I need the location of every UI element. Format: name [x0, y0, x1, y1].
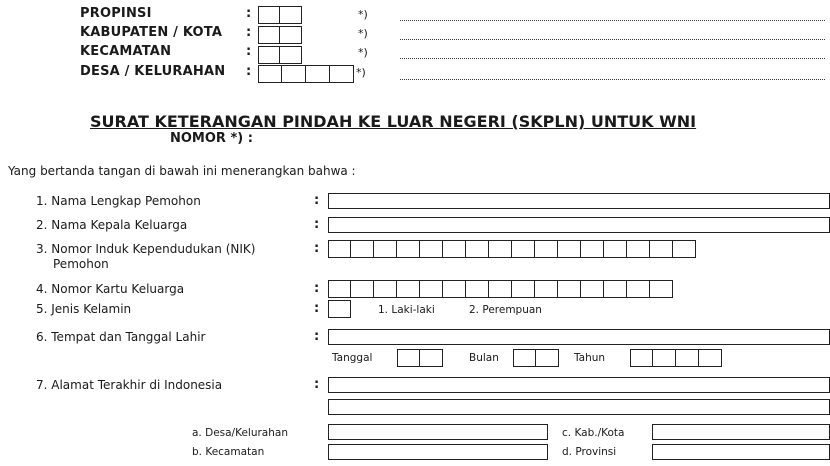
required-marker: *) — [358, 8, 368, 21]
label-kecamatan-alamat: b. Kecamatan — [192, 446, 265, 458]
digit-box[interactable] — [420, 349, 443, 367]
desa-kelurahan-input[interactable] — [328, 424, 548, 440]
digit-box[interactable] — [420, 240, 443, 258]
colon: : — [246, 25, 252, 40]
kecamatan-code-boxes[interactable] — [258, 46, 302, 64]
nama-lengkap-input[interactable] — [328, 193, 830, 209]
desa-name-line[interactable] — [400, 79, 825, 80]
kk-digit-boxes[interactable] — [328, 280, 673, 298]
digit-box[interactable] — [513, 349, 536, 367]
digit-box[interactable] — [558, 280, 581, 298]
label-provinsi-alamat: d. Provinsi — [562, 446, 617, 458]
digit-box[interactable] — [466, 280, 489, 298]
digit-box[interactable] — [676, 349, 699, 367]
digit-box[interactable] — [536, 349, 559, 367]
kabupaten-code-boxes[interactable] — [258, 26, 302, 44]
colon: : — [314, 301, 320, 316]
required-marker: *) — [358, 46, 368, 59]
label-propinsi: PROPINSI — [80, 6, 152, 21]
required-marker: *) — [358, 27, 368, 40]
document-number-label: NOMOR *) : — [170, 131, 253, 146]
digit-box[interactable] — [443, 280, 466, 298]
digit-box[interactable] — [699, 349, 722, 367]
nama-kepala-keluarga-input[interactable] — [328, 217, 830, 233]
digit-box[interactable] — [653, 349, 676, 367]
code-box[interactable] — [306, 65, 330, 83]
required-marker: *) — [356, 66, 366, 79]
label-tahun: Tahun — [574, 352, 606, 364]
digit-box[interactable] — [397, 280, 420, 298]
label-nik-pemohon: Pemohon — [53, 257, 109, 271]
digit-box[interactable] — [328, 280, 351, 298]
code-box[interactable] — [282, 65, 306, 83]
digit-box[interactable] — [630, 349, 653, 367]
tempat-lahir-input[interactable] — [328, 329, 830, 345]
label-kab-kota-alamat: c. Kab./Kota — [562, 427, 625, 439]
digit-box[interactable] — [443, 240, 466, 258]
kecamatan-input[interactable] — [328, 444, 548, 460]
label-alamat-terakhir: 7. Alamat Terakhir di Indonesia — [36, 378, 223, 392]
digit-box[interactable] — [535, 280, 558, 298]
digit-box[interactable] — [604, 240, 627, 258]
nik-digit-boxes[interactable] — [328, 240, 696, 258]
label-kabupaten-kota: KABUPATEN / KOTA — [80, 25, 223, 40]
digit-box[interactable] — [535, 240, 558, 258]
digit-box[interactable] — [397, 240, 420, 258]
digit-box[interactable] — [328, 300, 351, 318]
kecamatan-name-line[interactable] — [400, 58, 825, 59]
digit-box[interactable] — [489, 240, 512, 258]
digit-box[interactable] — [328, 240, 351, 258]
digit-box[interactable] — [374, 280, 397, 298]
desa-code-boxes[interactable] — [258, 65, 354, 83]
digit-box[interactable] — [627, 280, 650, 298]
document-title: SURAT KETERANGAN PINDAH KE LUAR NEGERI (SKPLN) UNTUK WNI — [90, 112, 697, 131]
digit-box[interactable] — [581, 280, 604, 298]
code-box[interactable] — [258, 65, 282, 83]
colon: : — [246, 64, 252, 79]
digit-box[interactable] — [489, 280, 512, 298]
code-box[interactable] — [330, 65, 354, 83]
colon: : — [246, 6, 252, 21]
label-nama-lengkap: 1. Nama Lengkap Pemohon — [36, 194, 201, 208]
intro-text: Yang bertanda tangan di bawah ini menerangkan bahwa : — [8, 164, 356, 178]
label-nik: 3. Nomor Induk Kependudukan (NIK) — [36, 242, 256, 256]
code-box[interactable] — [258, 46, 280, 64]
digit-box[interactable] — [673, 240, 696, 258]
propinsi-code-boxes[interactable] — [258, 6, 302, 24]
colon: : — [314, 377, 320, 392]
digit-box[interactable] — [627, 240, 650, 258]
code-box[interactable] — [280, 6, 302, 24]
label-nama-kepala-keluarga: 2. Nama Kepala Keluarga — [36, 218, 188, 232]
digit-box[interactable] — [351, 280, 374, 298]
label-tanggal: Tanggal — [332, 352, 373, 364]
label-jenis-kelamin: 5. Jenis Kelamin — [36, 302, 132, 316]
alamat-input-line-2[interactable] — [328, 399, 830, 415]
gender-option-female: 2. Perempuan — [469, 304, 542, 316]
tahun-boxes[interactable] — [630, 349, 722, 367]
digit-box[interactable] — [420, 280, 443, 298]
digit-box[interactable] — [374, 240, 397, 258]
digit-box[interactable] — [512, 240, 535, 258]
code-box[interactable] — [280, 26, 302, 44]
label-tempat-tanggal-lahir: 6. Tempat dan Tanggal Lahir — [36, 330, 206, 344]
label-nomor-kk: 4. Nomor Kartu Keluarga — [36, 282, 185, 296]
colon: : — [246, 44, 252, 59]
colon: : — [314, 217, 320, 232]
digit-box[interactable] — [512, 280, 535, 298]
digit-box[interactable] — [650, 280, 673, 298]
colon: : — [314, 329, 320, 344]
kabupaten-name-line[interactable] — [400, 39, 825, 40]
colon: : — [314, 193, 320, 208]
propinsi-name-line[interactable] — [400, 20, 825, 21]
bulan-boxes[interactable] — [513, 349, 559, 367]
digit-box[interactable] — [466, 240, 489, 258]
digit-box[interactable] — [581, 240, 604, 258]
digit-box[interactable] — [650, 240, 673, 258]
kab-kota-input[interactable] — [652, 424, 830, 440]
alamat-input-line-1[interactable] — [328, 377, 830, 393]
code-box[interactable] — [280, 46, 302, 64]
label-desa-kelurahan-alamat: a. Desa/Kelurahan — [192, 427, 288, 439]
digit-box[interactable] — [558, 240, 581, 258]
digit-box[interactable] — [397, 349, 420, 367]
colon: : — [314, 241, 320, 256]
label-bulan: Bulan — [469, 352, 499, 364]
gender-box[interactable] — [328, 300, 351, 318]
code-box[interactable] — [258, 26, 280, 44]
colon: : — [314, 281, 320, 296]
label-kecamatan: KECAMATAN — [80, 44, 172, 59]
code-box[interactable] — [258, 6, 280, 24]
digit-box[interactable] — [351, 240, 374, 258]
label-desa-kelurahan: DESA / KELURAHAN — [80, 64, 226, 79]
digit-box[interactable] — [604, 280, 627, 298]
tanggal-boxes[interactable] — [397, 349, 443, 367]
provinsi-input[interactable] — [652, 444, 830, 460]
gender-option-male: 1. Laki-laki — [378, 304, 435, 316]
